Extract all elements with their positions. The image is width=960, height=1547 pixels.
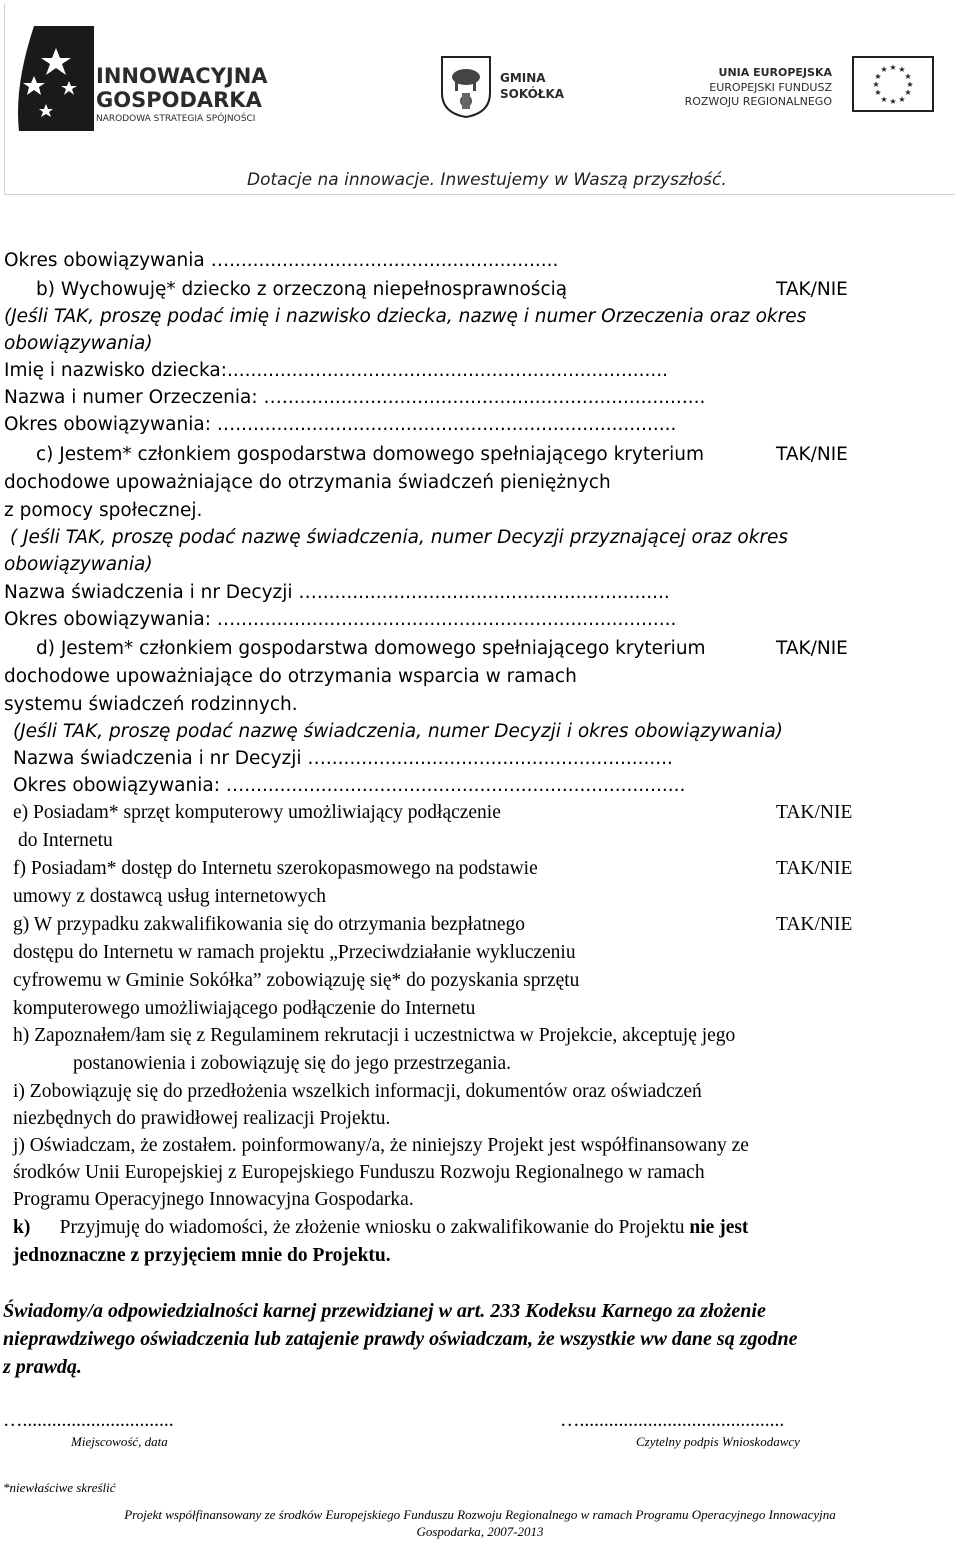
place-date-field[interactable]: …............................... [3, 1410, 174, 1431]
okres-field-b[interactable]: Okres obowiązywania: …........................................................................... [4, 414, 677, 435]
item-g-line-4: komputerowego umożliwiającego podłączenie do Internetu [13, 998, 476, 1019]
svg-text:★: ★ [889, 63, 897, 72]
footer-line-2: Gospodarka, 2007-2013 [416, 1524, 544, 1539]
item-h-line-1: h) Zapoznałem/łam się z Regulaminem rekrutacji i uczestnictwa w Projekcie, akceptuję jego [13, 1025, 736, 1046]
declaration-line-3: z prawdą. [3, 1356, 82, 1378]
item-g-line-2: dostępu do Internetu w ramach projektu „Przeciwdziałanie wykluczeniu [13, 942, 576, 963]
item-f: f) Posiadam* dostęp do Internetu szerokopasmowego na podstawie [13, 858, 538, 879]
logo2-line1: GMINA [500, 71, 546, 85]
item-c: c) Jestem* członkiem gospodarstwa domowego spełniającego kryterium [36, 444, 704, 465]
eu-flag-icon [852, 56, 934, 112]
item-b-tak-nie[interactable]: TAK/NIE [776, 279, 848, 300]
item-e-tak-nie[interactable]: TAK/NIE [776, 802, 853, 823]
item-i-line-1: i) Zobowiązuję się do przedłożenia wszelkich informacji, dokumentów oraz oświadczeń [13, 1081, 702, 1102]
item-b-note-1: (Jeśli TAK, proszę podać imię i nazwisko dziecka, nazwę i numer Orzeczenia oraz okres [4, 306, 807, 327]
svg-text:★: ★ [904, 88, 912, 97]
svg-text:★: ★ [889, 97, 897, 106]
item-j-line-3: Programu Operacyjnego Innowacyjna Gospodarka. [13, 1189, 414, 1210]
item-f-line-2: umowy z dostawcą usług internetowych [13, 886, 327, 907]
declaration-line-1: Świadomy/a odpowiedzialności karnej przewidzianej w art. 233 Kodeksu Karnego za złożenie [3, 1300, 766, 1322]
item-c-note-1: ( Jeśli TAK, proszę podać nazwę świadczenia, numer Decyzji przyznającej oraz okres [10, 527, 789, 548]
item-c-tak-nie[interactable]: TAK/NIE [776, 444, 848, 465]
child-name-field[interactable]: Imię i nazwisko dziecka:........................................................................... [4, 360, 668, 381]
svg-text:★: ★ [880, 65, 888, 74]
svg-text:★: ★ [872, 80, 880, 89]
gmina-sokolka-logo [440, 55, 580, 130]
item-f-tak-nie[interactable]: TAK/NIE [776, 858, 853, 879]
logo1-line2: GOSPODARKA [96, 88, 262, 112]
logo3-line3: ROZWOJU REGIONALNEGO [684, 95, 832, 108]
item-k-line-1 [13, 1217, 748, 1239]
svg-text:★: ★ [906, 80, 914, 89]
svg-text:★: ★ [874, 72, 882, 81]
item-d-line-2: dochodowe upoważniające do otrzymania wsparcia w ramach [4, 666, 577, 687]
svg-text:★: ★ [874, 88, 882, 97]
item-d-note: (Jeśli TAK, proszę podać nazwę świadczenia, numer Decyzji i okres obowiązywania) [13, 721, 783, 742]
item-d-tak-nie[interactable]: TAK/NIE [776, 638, 848, 659]
svg-text:★: ★ [904, 72, 912, 81]
signature-label: Czytelny podpis Wnioskodawcy [636, 1434, 800, 1449]
item-b: b) Wychowuję* dziecko z orzeczoną niepełnosprawnością [36, 279, 568, 300]
item-b-note-2: obowiązywania) [4, 333, 153, 354]
declaration-line-2: nieprawdziwego oświadczenia lub zatajenie prawdy oświadczam, że wszystkie ww dane są zgodne [3, 1328, 798, 1350]
item-c-line-2: dochodowe upoważniające do otrzymania świadczeń pieniężnych [4, 472, 611, 493]
item-d: d) Jestem* członkiem gospodarstwa domowego spełniającego kryterium [36, 638, 706, 659]
innowacyjna-gospodarka-logo [14, 26, 314, 136]
swiadczenie-field-c[interactable]: Nazwa świadczenia i nr Decyzji …............................................................ [4, 582, 670, 603]
page-header [0, 0, 960, 200]
svg-text:★: ★ [898, 65, 906, 74]
item-g-tak-nie[interactable]: TAK/NIE [776, 914, 853, 935]
stars-emblem-icon [14, 26, 94, 131]
logo1-sub: NARODOWA STRATEGIA SPÓJNOŚCI [96, 114, 256, 124]
item-e: e) Posiadam* sprzęt komputerowy umożliwiający podłączenie [13, 802, 501, 823]
item-h-line-2: postanowienia i zobowiązuję się do jego przestrzegania. [73, 1053, 512, 1074]
footnote: *niewłaściwe skreślić [3, 1480, 116, 1495]
item-j-line-1: j) Oświadczam, że zostałem. poinformowany/a, że niniejszy Projekt jest współfinansowany ze [13, 1135, 749, 1156]
item-i-line-2: niezbędnych do prawidłowej realizacji Projektu. [13, 1108, 391, 1129]
item-k-bold: nie jest [689, 1217, 749, 1238]
okres-field-d[interactable]: Okres obowiązywania: …........................................................................... [13, 775, 686, 796]
logo1-line1: INNOWACYJNA [96, 64, 268, 88]
signature-field[interactable]: ….......................................... [560, 1410, 785, 1431]
okres-line-a: Okres obowiązywania …........................................................ [4, 250, 559, 271]
item-j-line-2: środków Unii Europejskiej z Europejskiego Funduszu Rozwoju Regionalnego w ramach [13, 1162, 705, 1183]
logo2-line2: SOKÓŁKA [500, 87, 565, 101]
tagline: Dotacje na innowacje. Inwestujemy w Waszą przyszłość. [247, 170, 727, 190]
okres-field-c[interactable]: Okres obowiązywania: …........................................................................... [4, 609, 677, 630]
svg-text:★: ★ [880, 95, 888, 104]
item-d-line-3: systemu świadczeń rodzinnych. [4, 694, 298, 715]
logo3-line1: UNIA EUROPEJSKA [718, 66, 832, 79]
footer-line-1: Projekt współfinansowany ze środków Europejskiego Funduszu Rozwoju Regionalnego w ramach Programu Operacyjnego Innowacyjna [124, 1507, 836, 1522]
item-e-line-2: do Internetu [18, 830, 113, 851]
orzeczenie-field[interactable]: Nazwa i numer Orzeczenia: …........................................................................ [4, 387, 706, 408]
place-date-label: Miejscowość, data [71, 1434, 168, 1449]
unia-europejska-logo [684, 56, 936, 116]
svg-text:★: ★ [898, 95, 906, 104]
coat-of-arms-icon [440, 55, 492, 119]
item-k-line-2: jednoznaczne z przyjęciem mnie do Projektu. [13, 1245, 391, 1266]
logo3-line2: EUROPEJSKI FUNDUSZ [709, 81, 832, 94]
swiadczenie-field-d[interactable]: Nazwa świadczenia i nr Decyzji …........................................................... [13, 748, 673, 769]
item-k-label: k) [13, 1217, 31, 1238]
item-c-line-3: z pomocy społecznej. [4, 500, 203, 521]
item-k-text: Przyjmuję do wiadomości, że złożenie wniosku o zakwalifikowanie do Projektu [30, 1217, 690, 1238]
item-c-note-2: obowiązywania) [4, 554, 153, 575]
item-g: g) W przypadku zakwalifikowania się do otrzymania bezpłatnego [13, 914, 526, 935]
item-g-line-3: cyfrowemu w Gminie Sokółka” zobowiązuję się* do pozyskania sprzętu [13, 970, 580, 991]
